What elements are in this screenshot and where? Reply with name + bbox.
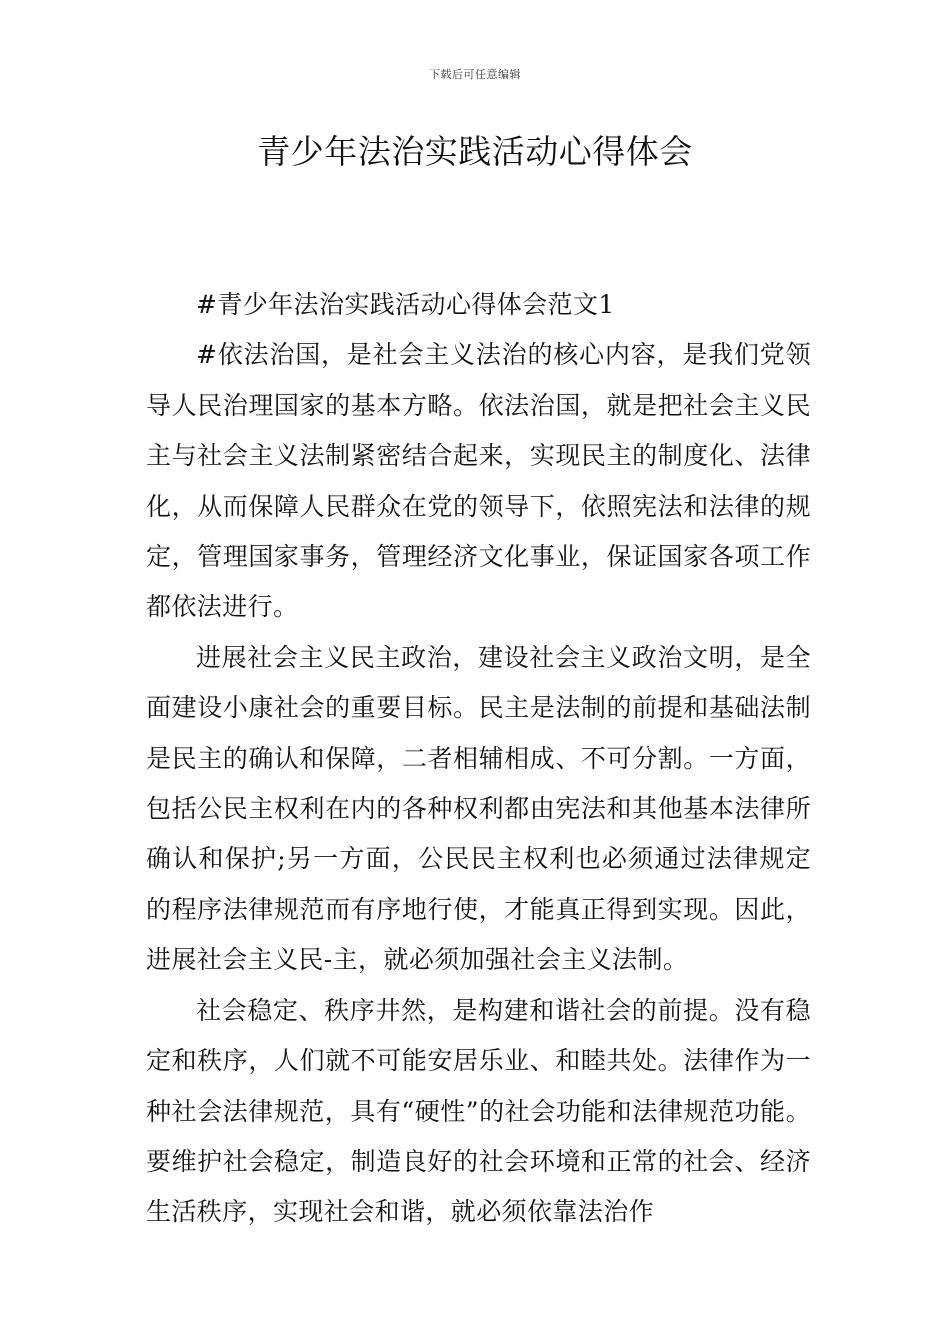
document-body [146, 280, 811, 1238]
paragraph: 进展社会主义民主政治，建设社会主义政治文明，是全面建设小康社会的重要目标。民主是法制的前提和基础法制是民主的确认和保障，二者相辅相成、不可分割。一方面，包括公民主权利在内的各种权利都由宪法和其他基本法律所确认和保护;另一方面，公民民主权利也必须通过法律规定的程序法律规范而有序地行使，才能真正得到实现。因此，进展社会主义民-主，就必须加强社会主义法制。 [146, 642, 811, 975]
document-title: 青少年法治实践活动心得体会 [257, 132, 693, 171]
paragraph: 社会稳定、秩序井然，是构建和谐社会的前提。没有稳定和秩序，人们就不可能安居乐业、和睦共处。法律作为一种社会法律规范，具有“硬性”的社会功能和法律规范功能。要维护社会稳定，制造良好的社会环境和正常的社会、经济生活秩序，实现社会和谐，就必须依靠法治作 [146, 995, 811, 1227]
paragraph: #依法治国，是社会主义法治的核心内容，是我们党领导人民治理国家的基本方略。依法治国，就是把社会主义民主与社会主义法制紧密结合起来，实现民主的制度化、法律化，从而保障人民群众在党的领导下，依照宪法和法律的规定，管理国家事务，管理经济文化事业，保证国家各项工作都依法进行。 [146, 340, 811, 622]
paragraph-heading: #青少年法治实践活动心得体会范文1 [196, 290, 615, 319]
header-note: 下载后可任意编辑 [429, 68, 521, 81]
